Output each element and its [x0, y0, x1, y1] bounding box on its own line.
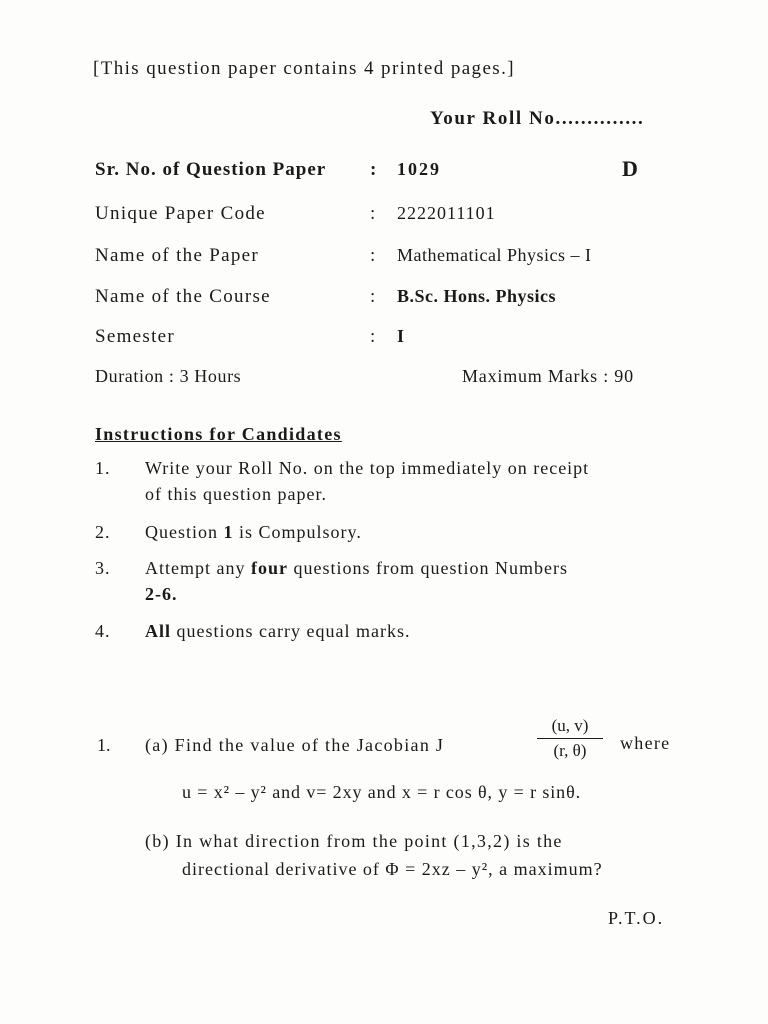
paper-set-letter: D: [622, 156, 638, 181]
question-1b-text: (b) In what direction from the point (1,3,2) is the: [145, 831, 563, 851]
sr-no-value: 1029: [397, 159, 441, 179]
semester-colon: :: [370, 326, 376, 347]
question-number: 1.: [97, 735, 111, 755]
instruction-text-part: questions carry equal marks.: [171, 621, 411, 641]
jacobian-denominator: (r, θ): [553, 741, 587, 760]
instruction-number: 4.: [95, 621, 111, 641]
sr-no-label: Sr. No. of Question Paper: [95, 159, 327, 180]
semester-label: Semester: [95, 326, 176, 347]
paper-code-colon: :: [370, 203, 376, 224]
paper-name-value: Mathematical Physics – I: [397, 245, 592, 265]
paper-code-value: 2222011101: [397, 203, 496, 223]
question-1a-definitions: u = x² – y² and v= 2xy and x = r cos θ, y = r sinθ.: [182, 782, 582, 802]
instruction-text: [145, 522, 362, 543]
question-1a-where: where: [620, 733, 671, 753]
instruction-emphasis: 1: [223, 522, 234, 542]
instruction-text-part: Attempt any: [145, 558, 251, 578]
paper-code-label: Unique Paper Code: [95, 203, 266, 224]
instruction-emphasis: All: [145, 621, 172, 641]
instructions-heading: Instructions for Candidates: [95, 424, 342, 444]
maximum-marks: Maximum Marks : 90: [462, 366, 634, 386]
instruction-text: 2-6.: [145, 584, 178, 604]
jacobian-fraction: [537, 716, 603, 761]
course-name-label: Name of the Course: [95, 286, 271, 307]
question-1a-text: (a) Find the value of the Jacobian J: [145, 735, 445, 755]
paper-name-colon: :: [370, 245, 376, 266]
instruction-text-part: questions from question Numbers: [287, 558, 568, 578]
semester-value: I: [397, 326, 405, 346]
please-turn-over: P.T.O.: [608, 908, 665, 928]
jacobian-numerator: (u, v): [551, 716, 589, 735]
instruction-text: Write your Roll No. on the top immediately on receipt: [145, 458, 590, 478]
fraction-bar: [537, 738, 603, 739]
instruction-emphasis: four: [250, 558, 288, 578]
duration: Duration : 3 Hours: [95, 366, 242, 386]
instruction-text-part: is Compulsory.: [233, 522, 362, 542]
instruction-number: 1.: [95, 458, 111, 478]
instruction-number: 2.: [95, 522, 111, 542]
instruction-text: [145, 621, 410, 642]
instruction-text-part: Question: [145, 522, 224, 542]
instruction-number: 3.: [95, 558, 111, 578]
course-name-colon: :: [370, 286, 376, 307]
roll-number-field: Your Roll No..............: [430, 108, 645, 129]
paper-name-label: Name of the Paper: [95, 245, 260, 266]
sr-no-colon: :: [370, 159, 377, 180]
course-name-value: B.Sc. Hons. Physics: [397, 286, 557, 306]
instruction-text: of this question paper.: [145, 484, 327, 504]
instruction-text: [145, 558, 568, 579]
question-1b-text: directional derivative of Φ = 2xz – y², a maximum?: [182, 859, 603, 879]
page-count-note: [This question paper contains 4 printed pages.]: [93, 58, 515, 79]
